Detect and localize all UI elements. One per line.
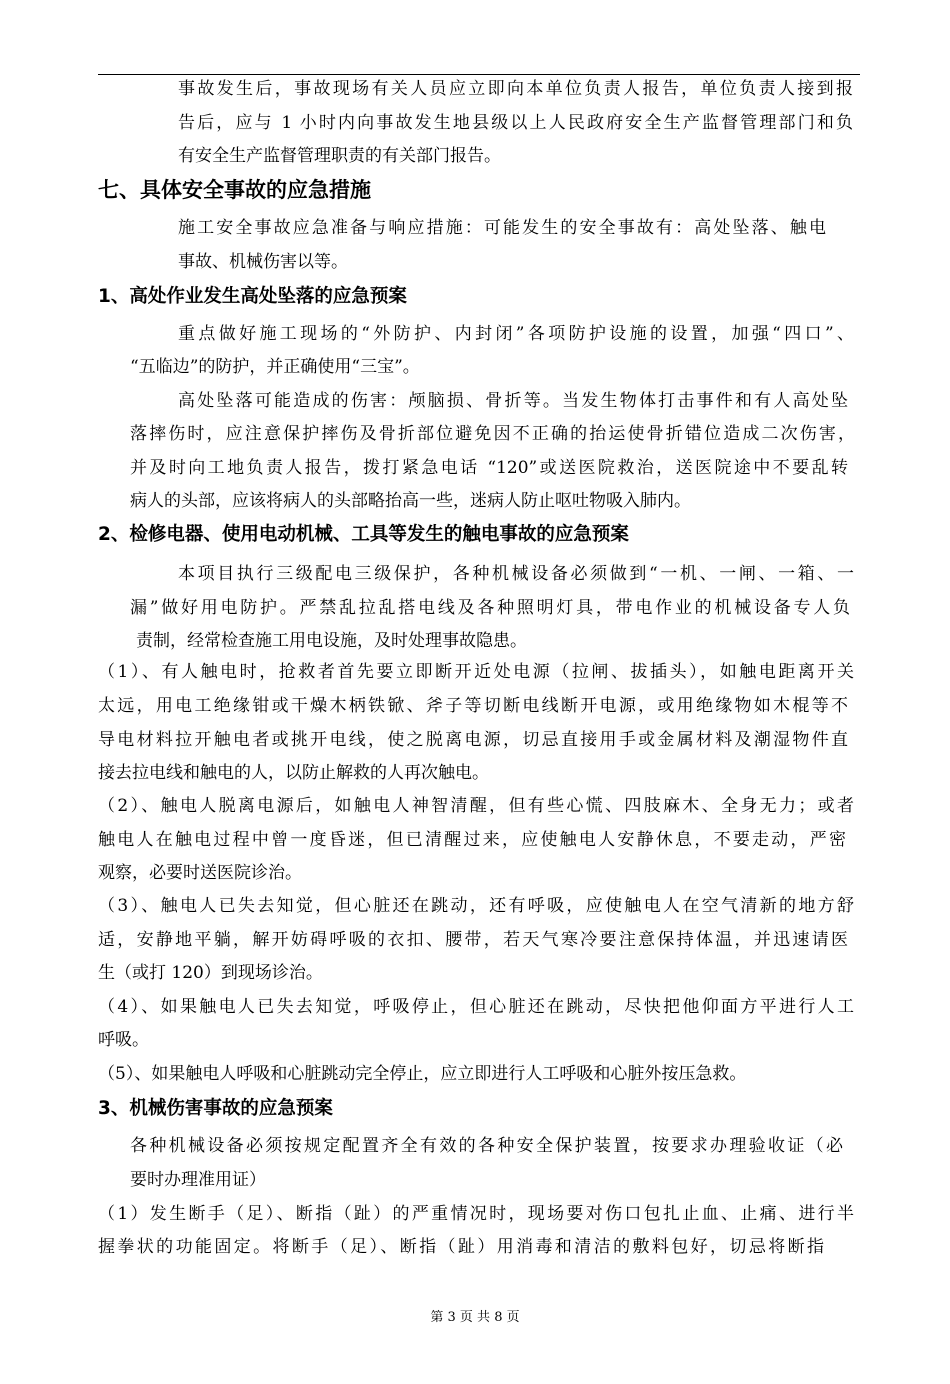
text-line: 导电材料拉开触电者或挑开电线，使之脱离电源，切忌直接用手或金属材料及潮湿物件直 (98, 730, 848, 750)
subheading-3: 3、机械伤害事故的应急预案 (98, 1098, 333, 1119)
text-line: 病人的头部，应该将病人的头部略抬高一些，迷病人防止呕吐物吸入肺内。 (130, 491, 691, 511)
text-line: 并及时向工地负责人报告，拨打紧急电话 “120”或送医院救治，送医院途中不要乱转 (130, 458, 848, 478)
text-line: 接去拉电线和触电的人，以防止解救的人再次触电。 (98, 763, 489, 783)
header-rule (98, 74, 860, 75)
subheading-1: 1、高处作业发生高处坠落的应急预案 (98, 286, 407, 307)
text-line: 各种机械设备必须按规定配置齐全有效的各种安全保护装置，按要求办理验收证（必 (130, 1136, 843, 1156)
text-line: 重点做好施工现场的“外防护、内封闭”各项防护设施的设置，加强“四口”、 (178, 324, 854, 344)
text-line: 落摔伤时，应注意保护摔伤及骨折部位避免因不正确的抬运使骨折错位造成二次伤害， (130, 424, 855, 444)
text-line: 生（或打 120）到现场诊治。 (98, 963, 323, 983)
text-line: 要时办理准用证） (130, 1170, 266, 1190)
text-line: 漏”做好用电防护。严禁乱拉乱搭电线及各种照明灯具，带电作业的机械设备专人负 (130, 598, 850, 618)
text-line: 握拳状的功能固定。将断手（足）、断指（趾）用消毒和清洁的敷料包好，切忌将断指 (98, 1237, 824, 1257)
text-line: （1）发生断手（足）、断指（趾）的严重情况时，现场要对伤口包扎止血、止痛、进行半 (98, 1204, 854, 1224)
text-line: “五临边”的防护，并正确使用“三宝”。 (130, 357, 420, 377)
text-line: （5）、如果触电人呼吸和心脏跳动完全停止，应立即进行人工呼吸和心脏外按压急救。 (98, 1064, 747, 1084)
page-footer: 第 3 页 共 8 页 (430, 1310, 520, 1325)
text-line: （4）、如果触电人已失去知觉，呼吸停止，但心脏还在跳动，尽快把他仰面方平进行人工 (98, 997, 854, 1017)
text-line: 责制，经常检查施工用电设施，及时处理事故隐患。 (136, 631, 527, 651)
text-line: 触电人在触电过程中曾一度昏迷，但已清醒过来，应使触电人安静休息，不要走动，严密 (98, 830, 846, 850)
text-line: 适，安静地平躺，解开妨碍呼吸的衣扣、腰带，若天气寒冷要注意保持体温，并迅速请医 (98, 930, 848, 950)
text-line: 观察，必要时送医院诊治。 (98, 863, 302, 883)
text-line: 事故、机械伤害以等。 (178, 252, 348, 272)
text-line: 太远，用电工绝缘钳或干燥木柄铁锨、斧子等切断电线断开电源，或用绝缘物如木棍等不 (98, 696, 848, 716)
section-heading-7: 七、具体安全事故的应急措施 (98, 178, 371, 202)
text-line: 施工安全事故应急准备与响应措施：可能发生的安全事故有：高处坠落、触电 (178, 218, 826, 238)
text-line: （2）、触电人脱离电源后，如触电人神智清醒，但有些心慌、四肢麻木、全身无力；或者 (98, 796, 854, 816)
subheading-2: 2、检修电器、使用电动机械、工具等发生的触电事故的应急预案 (98, 524, 629, 545)
text-line: （1）、有人触电时，抢救者首先要立即断开近处电源（拉闸、拔插头），如触电距离开关 (98, 662, 854, 682)
text-line: 告后，应与 1 小时内向事故发生地县级以上人民政府安全生产监督管理部门和负 (178, 113, 853, 133)
text-line: 高处坠落可能造成的伤害：颅脑损、骨折等。当发生物体打击事件和有人高处坠 (178, 391, 848, 411)
text-line: 事故发生后，事故现场有关人员应立即向本单位负责人报告，单位负责人接到报 (178, 79, 853, 99)
text-line: 本项目执行三级配电三级保护，各种机械设备必须做到“一机、一闸、一箱、一 (178, 564, 854, 584)
text-line: 有安全生产监督管理职责的有关部门报告。 (178, 146, 501, 166)
text-line: （3）、触电人已失去知觉，但心脏还在跳动，还有呼吸，应使触电人在空气清新的地方舒 (98, 896, 854, 916)
text-line: 呼吸。 (98, 1030, 149, 1050)
